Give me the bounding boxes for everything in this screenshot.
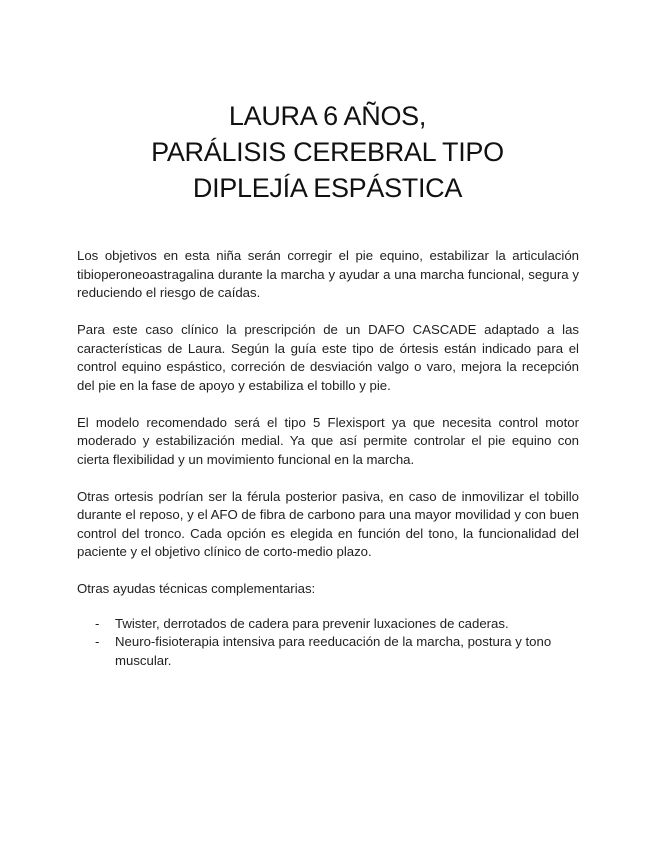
paragraph-prescription: Para este caso clínico la prescripción de un DAFO CASCADE adaptado a las características de Laura. Según la guía este tipo de órtesis están indicado para el control equino espástico, correción de desviación valgo o varo, mejora la recepción del pie en la fase de apoyo y estabiliza el tobillo y pie. <box>77 322 579 393</box>
paragraph-objectives: Los objetivos en esta niña serán corregir el pie equino, estabilizar la articulación tibioperoneoastragalina durante la marcha y ayudar a una marcha funcional, segura y reduciendo el riesgo de caídas. <box>77 248 579 300</box>
title-line-2: PARÁLISIS CEREBRAL TIPO <box>151 137 504 167</box>
list-marker: - <box>95 615 100 631</box>
list-item-text: Twister, derrotados de cadera para prevenir luxaciones de caderas. <box>115 615 509 631</box>
document-body <box>77 247 579 670</box>
list-item <box>77 633 579 670</box>
paragraph-other-orthoses: Otras ortesis podrían ser la férula posterior pasiva, en caso de inmovilizar el tobillo durante el reposo, y el AFO de fibra de carbono para una mayor movilidad y con buen control del tronco. Cada opción es elegida en función del tono, la funcionalidad del paciente y el objetivo clínico de corto-medio plazo. <box>77 488 579 559</box>
title-line-3: DIPLEJÍA ESPÁSTICA <box>192 173 463 203</box>
technical-aids-list <box>77 615 579 671</box>
page-title <box>0 98 655 206</box>
list-item-text: Neuro-fisioterapia intensiva para reeducación de la marcha, postura y tono muscular. <box>115 634 552 668</box>
list-marker: - <box>95 634 100 649</box>
list-item <box>77 615 579 634</box>
paragraph-recommended-model: El modelo recomendado será el tipo 5 Flexisport ya que necesita control motor moderado y estabilización medial. Ya que así permite controlar el pie equino con cierta flexibilidad y un movimiento funcional en la marcha. <box>77 414 579 467</box>
paragraph-other-aids: Otras ayudas técnicas complementarias: <box>77 581 316 596</box>
title-line-1: LAURA 6 AÑOS, <box>228 101 427 131</box>
